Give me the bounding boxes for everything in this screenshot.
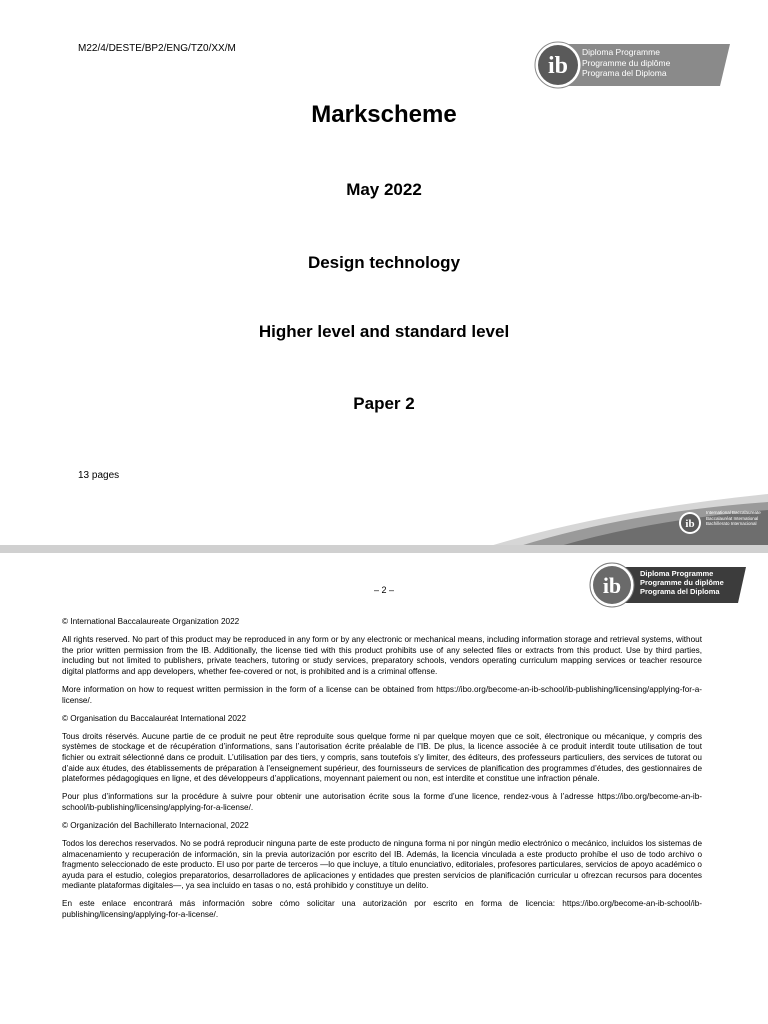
paper-heading: Paper 2 — [353, 394, 415, 413]
copyright-text — [62, 617, 702, 928]
paragraph-es: Todos los derechos reservados. No se podrá reproducir ninguna parte de este producto de ninguna forma ni por ningún medio electrónico o mecánico, incluidos los sistemas de almacenamiento y recuperación de información, sin la previa autorización por escrito del IB. Además, la licencia vinculada a este producto prohíbe el uso de todo archivo o fragmento seleccionado de este producto. El uso por parte de terceros —lo que incluye, a título enunciativo, editoriales, profesores particulares, servicios de apoyo académico o ayuda para el estudio, colegios preparatorios, desarrolladores de aplicaciones y entidades que presten servicios de planificación curricular u ofrezcan recursos para docentes mediante plataformas digitales—, ya sea incluido en tasas o no, está prohibido y constituye un delito. — [62, 839, 702, 891]
ib-logo — [534, 40, 734, 90]
footer-logo-line: Baccalauréat International — [706, 515, 759, 521]
page-divider — [0, 545, 768, 553]
ib-logo-small — [588, 561, 748, 609]
svg-text:ib: ib — [547, 53, 569, 79]
document-code: M22/4/DESTE/BP2/ENG/TZ0/XX/M — [78, 43, 236, 54]
paragraph-es-license: En este enlace encontrará más información sobre cómo solicitar una autorización por escrito en forma de licencia: https://ibo.org/become-an-ib-school/ib-publishing/licensing/applying-for-a-license/. — [62, 899, 702, 920]
copyright-page — [0, 553, 768, 1024]
logo-line: Diploma Programme — [640, 569, 714, 578]
svg-text:ib: ib — [602, 573, 622, 598]
paragraph-en-license: More information on how to request written permission in the form of a license can be obtained from https://ibo.org/become-an-ib-school/ib-publishing/licensing/applying-for-a-license/. — [62, 684, 702, 705]
copyright-heading-en: © International Baccalaureate Organization 2022 — [62, 617, 240, 626]
page-count: 13 pages — [78, 470, 120, 481]
logo-line: Programa del Diploma — [582, 68, 667, 78]
footer-logo-line: International Baccalaureate — [706, 510, 761, 515]
paragraph-fr: Tous droits réservés. Aucune partie de ce produit ne peut être reproduite sous quelque forme ni par quelque moyen que ce soit, électronique ou mécanique, y compris des systèmes de stockage et de récupération d’informations, sans l’autorisation écrite préalable de l’IB. De plus, la licence associée à ce produit interdit toute utilisation de tout fichier ou extrait sélectionné dans ce produit. L’utilisation par des tiers, y compris, sans toutefois s’y limiter, des éditeurs, des professeurs particuliers, des services de tutorat ou d’aide aux études, des établissements de préparation à l’enseignement supérieur, des fournisseurs de services de planification des programmes d’études, des gestionnaires de plateformes pédagogiques en ligne, et des développeurs d’applications, moyennant paiement ou non, est interdite et constitue une infraction pénale. — [62, 731, 702, 784]
page-number: – 2 – — [373, 585, 395, 595]
copyright-heading-fr: © Organisation du Baccalauréat International 2022 — [62, 713, 247, 723]
logo-line: Programme du diplôme — [582, 57, 671, 68]
session-heading: May 2022 — [346, 180, 422, 199]
logo-line: Programa del Diploma — [640, 587, 720, 596]
paragraph-en: All rights reserved. No part of this product may be reproduced in any form or by any electronic or mechanical means, including information storage and retrieval systems, without the prior written permission from the IB. Additionally, the license tied with this product prohibits use of any selected files or extracts from this product. Use by third parties, including but not limited to publishers, private teachers, tutoring or study services, preparatory schools, vendors operating curriculum mapping services or teacher resource digital platforms and app developers, whether fee-covered or not, is prohibited and is a criminal offense. — [62, 635, 702, 676]
paragraph-fr-license: Pour plus d’informations sur la procédure à suivre pour obtenir une autorisation écrite sous la forme d’une licence, rendez-vous à l’adresse https://ibo.org/become-an-ib-school/ib-publishing/licensing/applying-for-a-license/. — [62, 792, 702, 812]
logo-line: Programme du diplôme — [640, 578, 724, 587]
copyright-heading-es: © Organización del Bachillerato Internacional, 2022 — [62, 820, 249, 830]
page-title: Markscheme — [311, 101, 457, 128]
svg-text:ib: ib — [685, 518, 695, 530]
footer-logo-line: Bachillerato Internacional — [706, 521, 757, 526]
logo-line: Diploma Programme — [582, 47, 660, 57]
level-heading: Higher level and standard level — [258, 322, 510, 341]
subject-heading: Design technology — [307, 253, 461, 272]
footer-swoosh — [490, 490, 768, 546]
